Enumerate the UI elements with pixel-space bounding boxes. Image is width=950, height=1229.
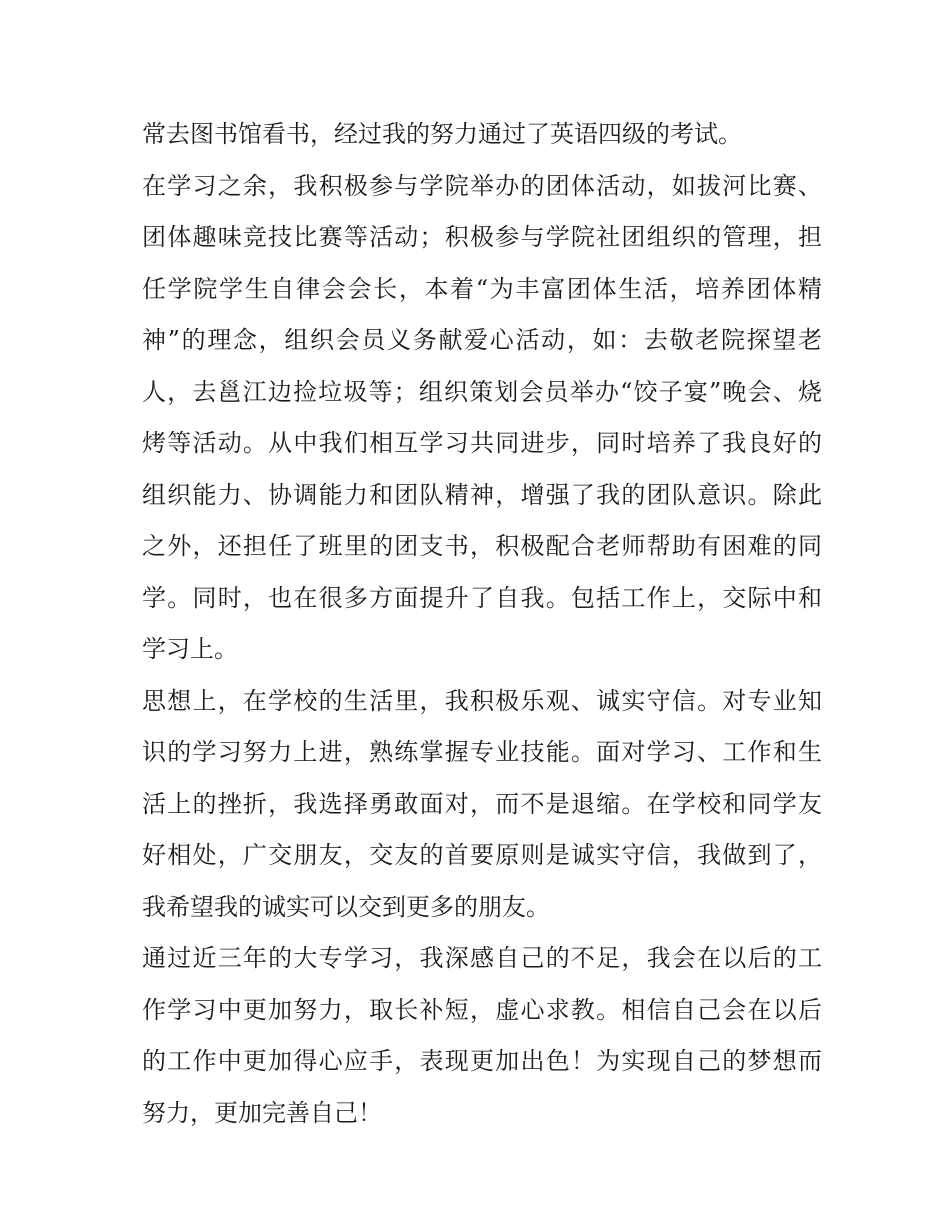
text-line: 活上的挫折，我选择勇敢面对，而不是退缩。在学校和同学友 — [142, 789, 822, 818]
text-line: 努力，更加完善自己！ — [142, 1098, 382, 1127]
text-line: 识的学习努力上进，熟练掌握专业技能。面对学习、工作和生 — [142, 738, 822, 766]
text-line: 神”的理念，组织会员义务献爱心活动，如：去敬老院探望老 — [142, 326, 822, 354]
text-line: 我希望我的诚实可以交到更多的朋友。 — [142, 892, 550, 921]
text-line: 常去图书馆看书，经过我的努力通过了英语四级的考试。 — [142, 120, 742, 148]
text-line: 烤等活动。从中我们相互学习共同进步，同时培养了我良好的 — [142, 429, 822, 457]
paragraph-2 — [142, 161, 822, 676]
text-line: 好相处，广交朋友，交友的首要原则是诚实守信，我做到了， — [142, 841, 822, 869]
paragraph-1 — [142, 109, 822, 161]
text-line: 任学院学生自律会会长，本着“为丰富团体生活，培养团体精 — [142, 274, 822, 303]
text-line: 作学习中更加努力，取长补短，虚心求教。相信自己会在以后 — [142, 995, 822, 1024]
text-line: 人，去邕江边捡垃圾等；组织策划会员举办“饺子宴”晚会、烧 — [142, 377, 822, 406]
text-line: 的工作中更加得心应手，表现更加出色！为实现自己的梦想而 — [142, 1047, 822, 1075]
text-line: 通过近三年的大专学习，我深感自己的不足，我会在以后的工 — [142, 944, 822, 972]
text-line: 团体趣味竞技比赛等活动；积极参与学院社团组织的管理，担 — [142, 223, 822, 251]
paragraph-3 — [142, 676, 822, 934]
text-line: 思想上，在学校的生活里，我积极乐观、诚实守信。对专业知 — [142, 686, 822, 715]
text-line: 之外，还担任了班里的团支书，积极配合老师帮助有困难的同 — [142, 532, 822, 560]
text-line: 组织能力、协调能力和团队精神，增强了我的团队意识。除此 — [142, 480, 822, 509]
text-line: 学习上。 — [142, 635, 238, 663]
text-line: 在学习之余，我积极参与学院举办的团体活动，如拔河比赛、 — [142, 171, 822, 200]
paragraph-4 — [142, 933, 822, 1139]
document-body — [142, 109, 822, 1139]
text-line: 学。同时，也在很多方面提升了自我。包括工作上，交际中和 — [142, 583, 822, 612]
